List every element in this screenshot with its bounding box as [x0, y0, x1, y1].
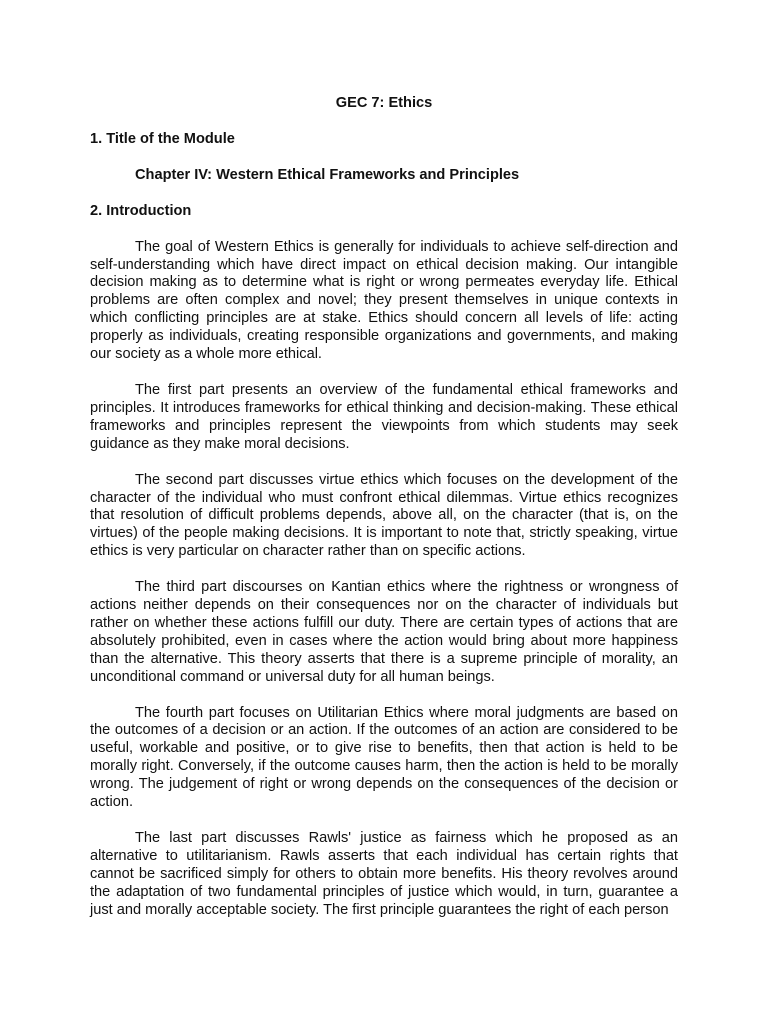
paragraph-fourth-part: The fourth part focuses on Utilitarian Ethics where moral judgments are based on the outcomes of a decision or an action. If the outcomes of an action are considered to be useful, workable and positive, or to give rise to benefits, then that action is held to be morally right. Conversely, if the outcome causes harm, then the action is held to be morally wrong. The judgement of right or wrong depends on the consequences of the decision or action. — [90, 704, 678, 811]
paragraph-goal-of-western-ethics: The goal of Western Ethics is generally for individuals to achieve self-direction and self-understanding which have direct impact on ethical decision making. Our intangible decision making as to determine what is right or wrong permeates everyday life. Ethical problems are often complex and novel; they present themselves in unique contexts in which conflicting principles are at stake. Ethics should concern all levels of life: acting properly as individuals, creating responsible organizations and governments, and making our society as a whole more ethical. — [90, 238, 678, 363]
chapter-title: Chapter IV: Western Ethical Frameworks and Principles — [135, 166, 520, 183]
paragraph-second-part: The second part discusses virtue ethics which focuses on the development of the character of the individual who must confront ethical dilemmas. Virtue ethics recognizes that resolution of difficult problems depends, above all, on the character (that is, on the virtues) of the people making decisions. It is important to note that, strictly speaking, virtue ethics is very particular on character rather than on specific actions. — [90, 471, 678, 560]
document-page — [90, 95, 678, 938]
section-heading-title-of-module: 1. Title of the Module — [90, 130, 235, 147]
document-title: GEC 7: Ethics — [335, 95, 433, 111]
paragraph-last-part: The last part discusses Rawls' justice as fairness which he proposed as an alternative to utilitarianism. Rawls asserts that each individual has certain rights that cannot be sacrificed simply for others to obtain more benefits. His theory revolves around the adaptation of two fundamental principles of justice which would, in turn, guarantee a just and morally acceptable society. The first principle guarantees the right of each person — [90, 830, 678, 918]
section-heading-introduction: 2. Introduction — [90, 202, 192, 219]
paragraph-first-part: The first part presents an overview of the fundamental ethical frameworks and principles. It introduces frameworks for ethical thinking and decision-making. These ethical frameworks and principles represent the viewpoints from which students may seek guidance as they make moral decisions. — [90, 381, 678, 452]
paragraph-third-part: The third part discourses on Kantian ethics where the rightness or wrongness of actions neither depends on their consequences nor on the character of individuals but rather on whether these actions fulfill our duty. There are certain types of actions that are absolutely prohibited, even in cases where the action would bring about more happiness than the alternative. This theory asserts that there is a supreme principle of morality, an unconditional command or universal duty for all human beings. — [90, 579, 678, 685]
